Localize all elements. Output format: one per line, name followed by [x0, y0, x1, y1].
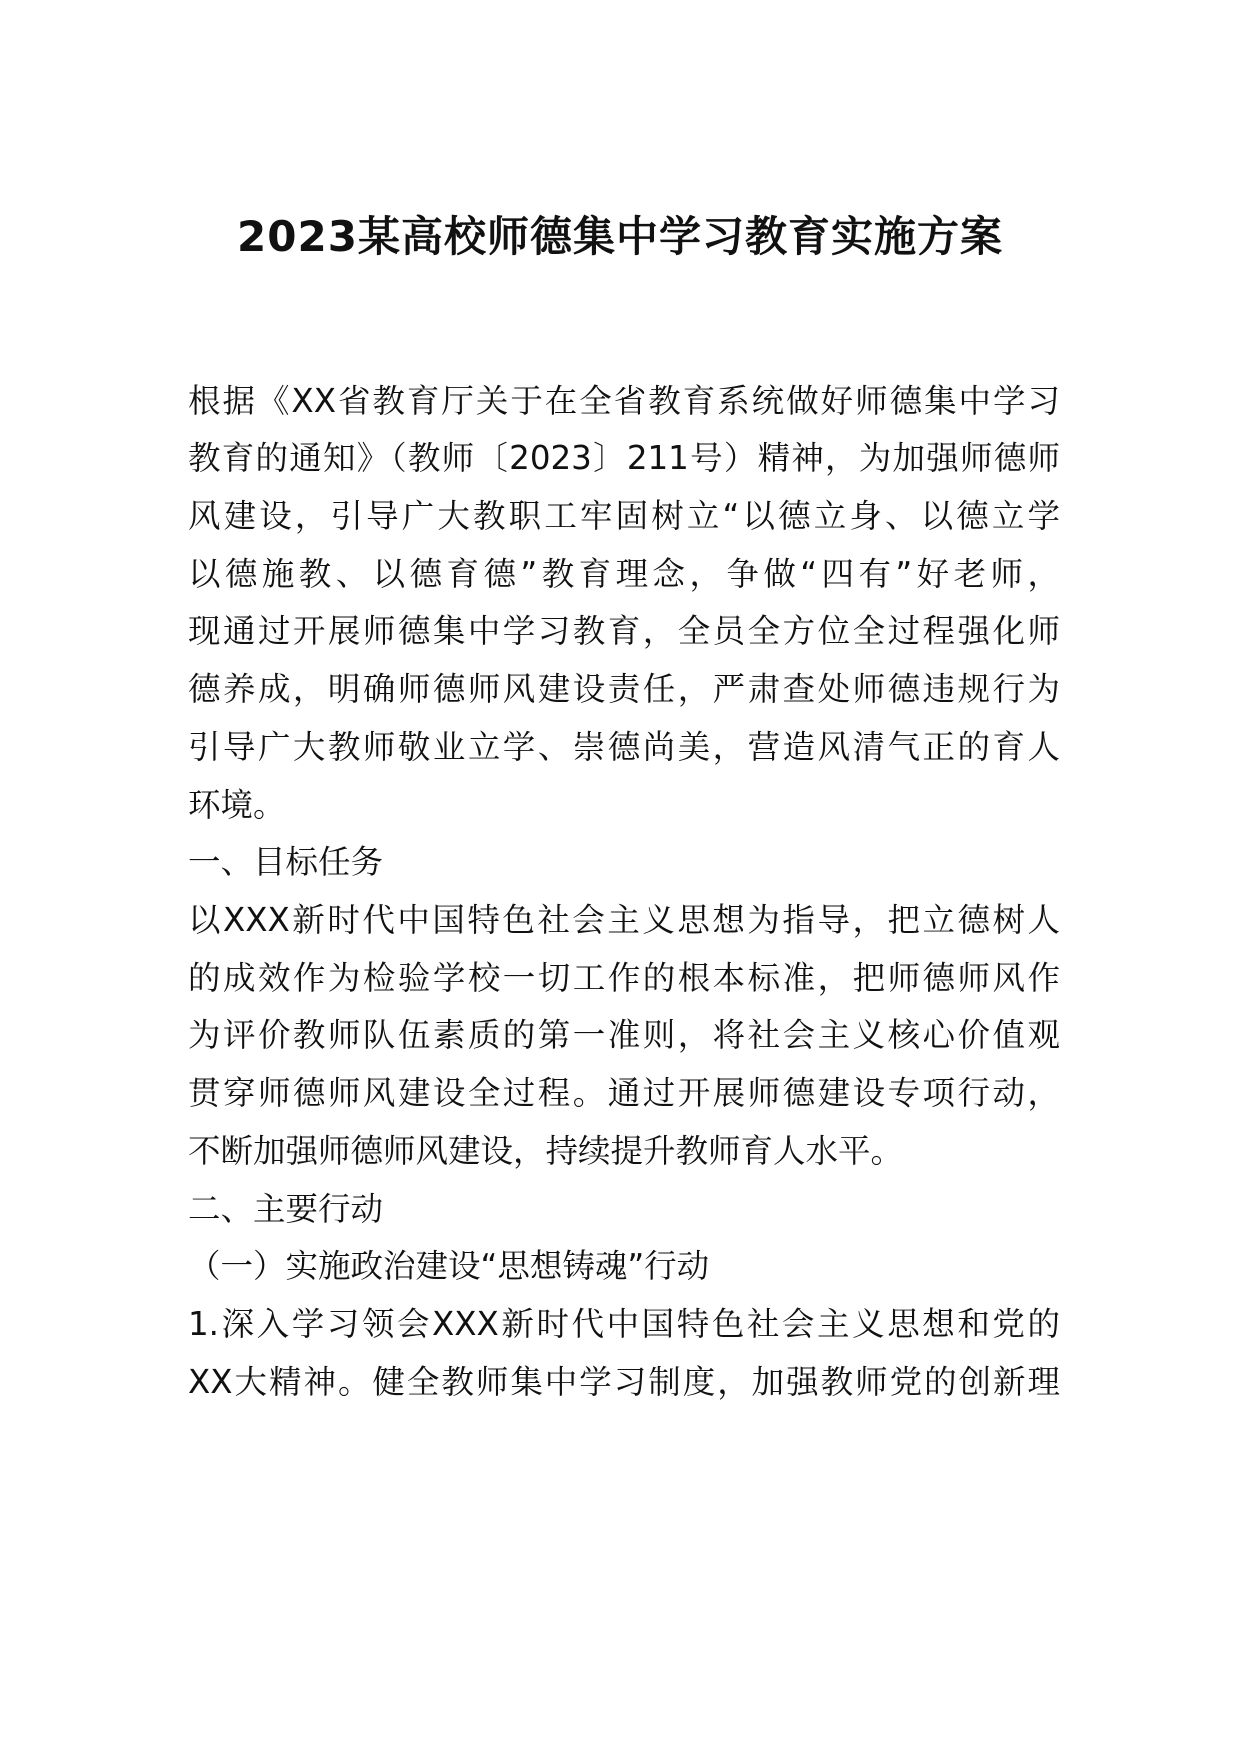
body-line: 不断加强师德师风建设，持续提升教师育人水平。 — [188, 1132, 904, 1170]
body-line: 环境。 — [188, 786, 286, 824]
body-line: 引导广大教师敬业立学、崇德尚美，营造风清气正的育人 — [188, 728, 1060, 766]
body-line: XX大精神。健全教师集中学习制度，加强教师党的创新理 — [188, 1363, 1060, 1401]
body-line: 根据《XX省教育厅关于在全省教育系统做好师德集中学习 — [188, 382, 1060, 420]
body-line: 为评价教师队伍素质的第一准则，将社会主义核心价值观 — [188, 1016, 1060, 1054]
body-line: 以德施教、以德育德”教育理念，争做“四有”好老师， — [188, 555, 1060, 593]
body-line: 1.深入学习领会XXX新时代中国特色社会主义思想和党的 — [188, 1305, 1060, 1343]
body-line: 贯穿师德师风建设全过程。通过开展师德建设专项行动， — [188, 1074, 1060, 1112]
body-line: 教育的通知》（教师〔2023〕211号）精神，为加强师德师 — [188, 439, 1060, 477]
section-heading: 二、主要行动 — [188, 1190, 384, 1228]
section-heading: 一、目标任务 — [188, 843, 384, 881]
body-line: 风建设，引导广大教职工牢固树立“以德立身、以德立学 — [188, 497, 1060, 535]
body-line: 德养成，明确师德师风建设责任，严肃查处师德违规行为 — [188, 670, 1060, 708]
document-title: 2023某高校师德集中学习教育实施方案 — [237, 212, 1003, 261]
body-line: 以XXX新时代中国特色社会主义思想为指导，把立德树人 — [188, 901, 1060, 939]
subsection-heading: （一）实施政治建设“思想铸魂”行动 — [188, 1247, 710, 1285]
body-line: 现通过开展师德集中学习教育，全员全方位全过程强化师 — [188, 612, 1060, 650]
body-line: 的成效作为检验学校一切工作的根本标准，把师德师风作 — [188, 959, 1060, 997]
